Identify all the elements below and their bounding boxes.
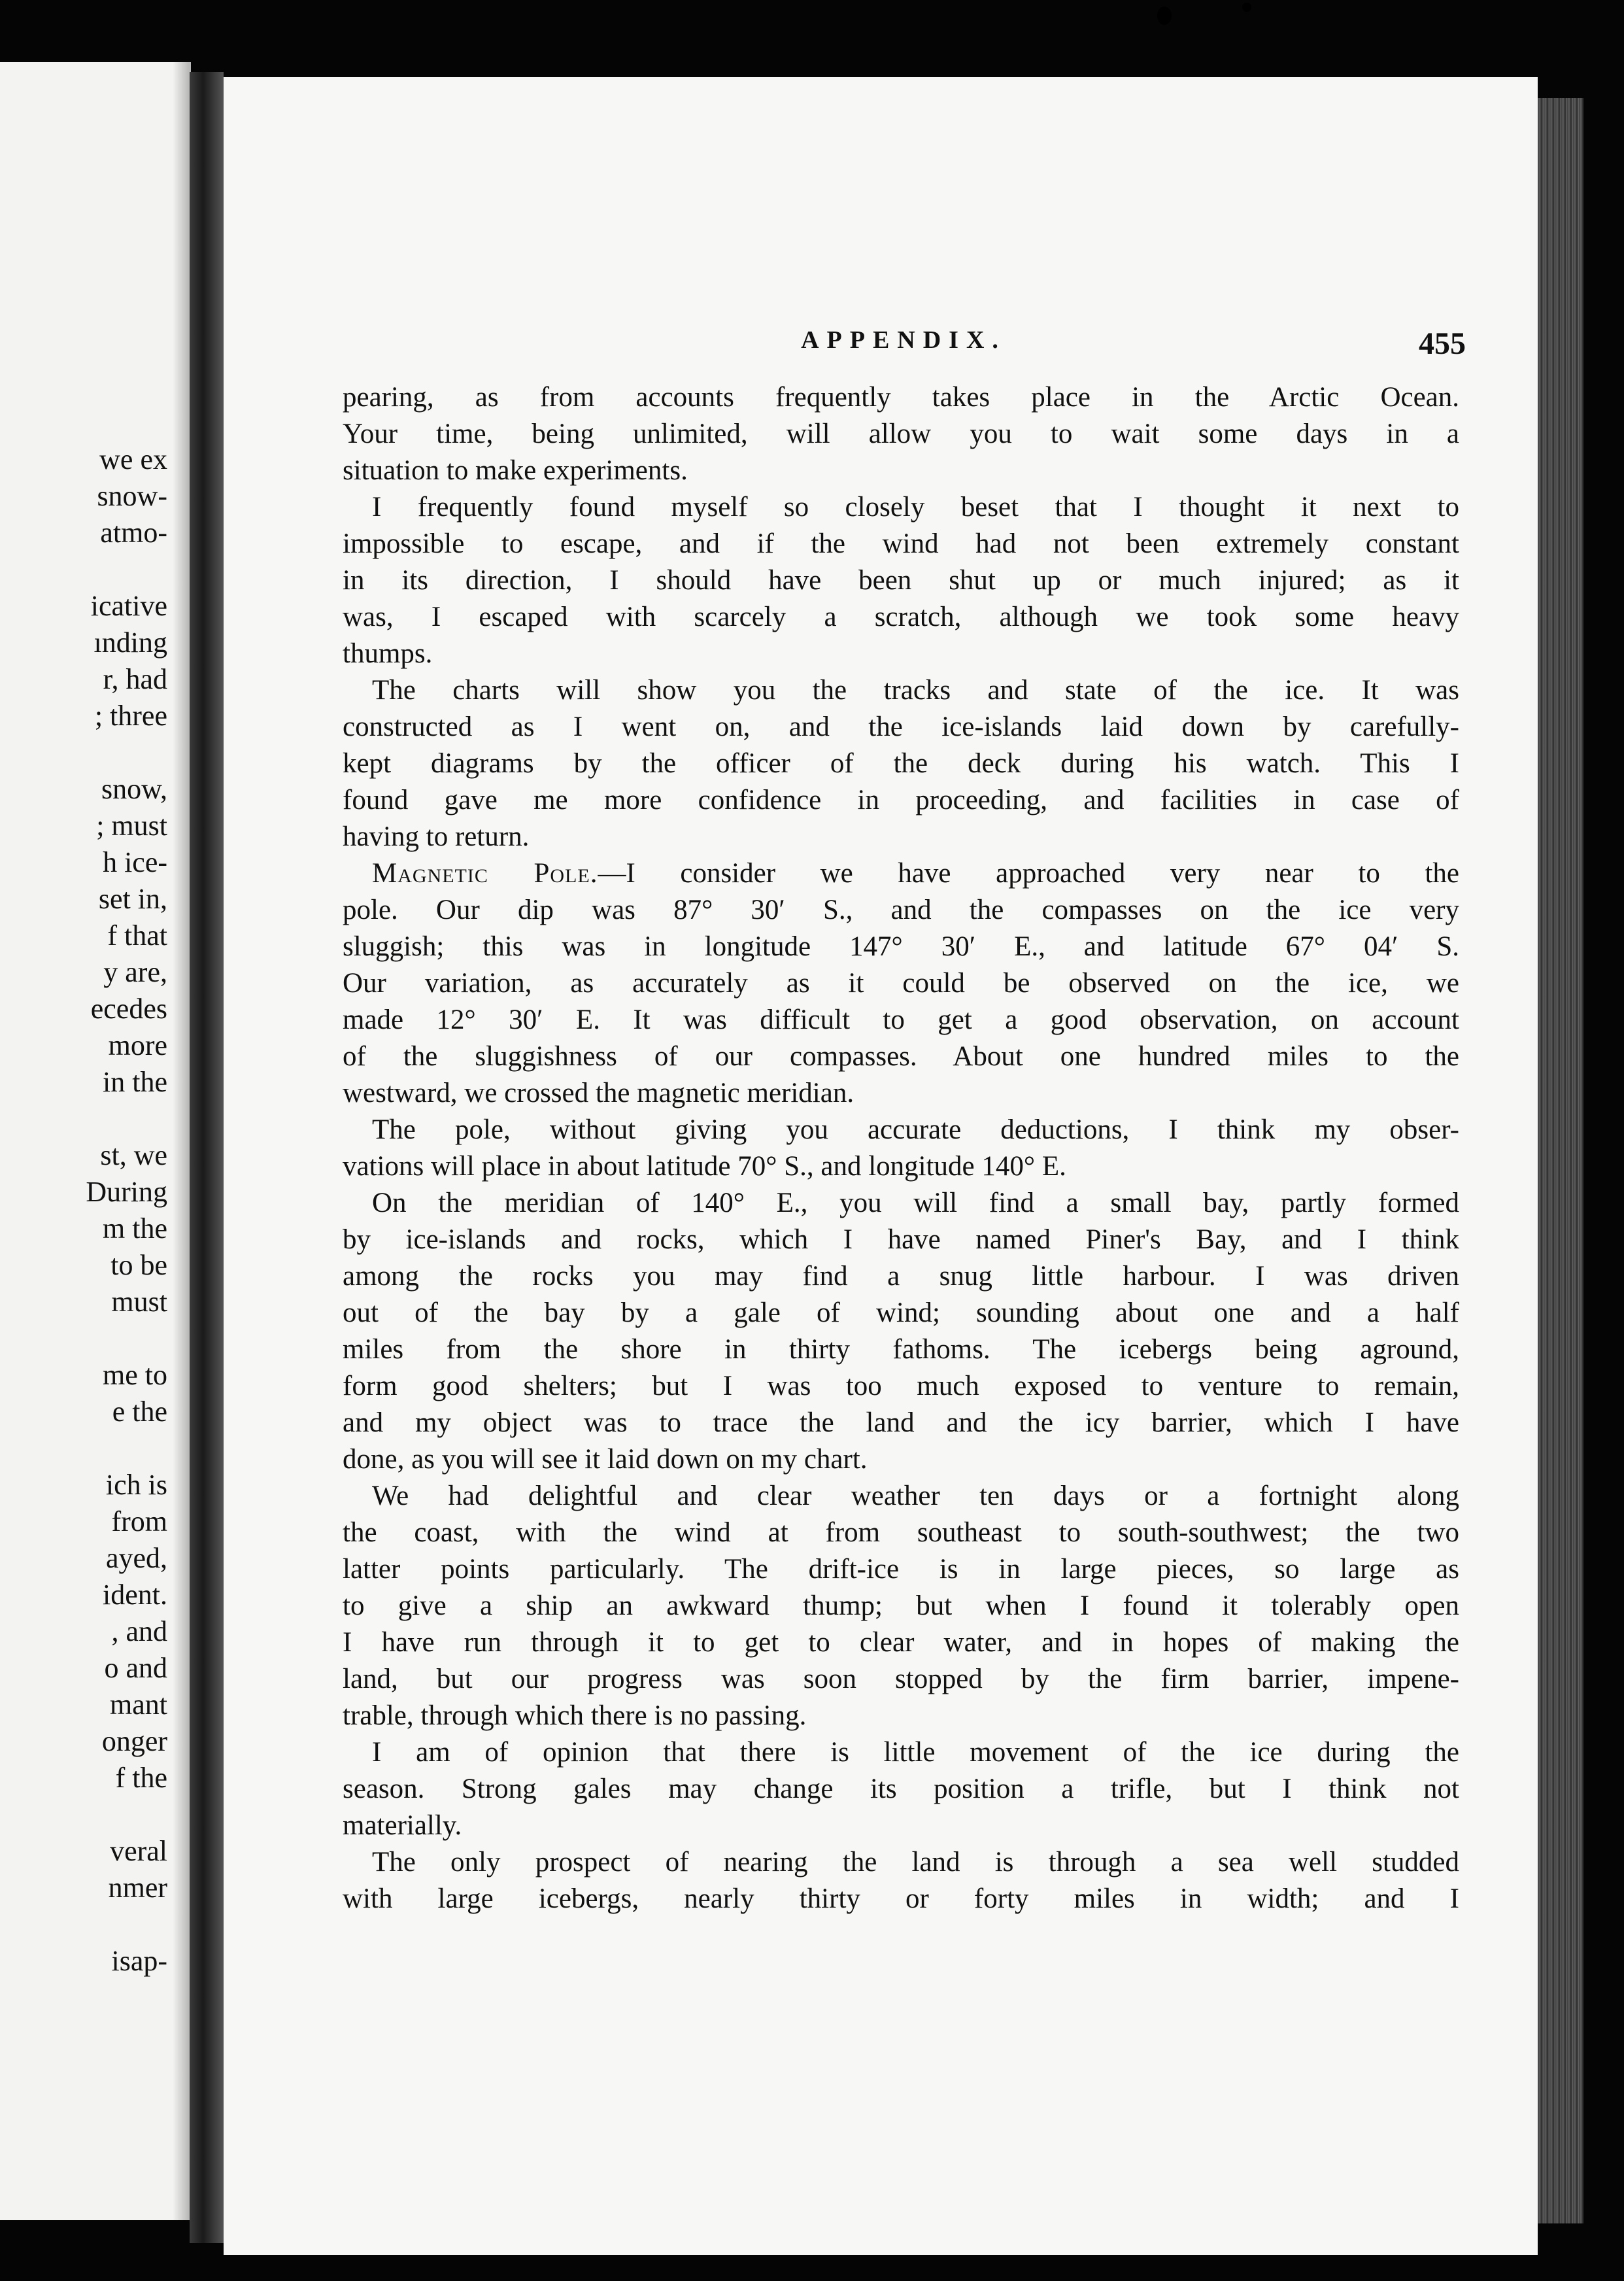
text-line: vations will place in about latitude 70° S., and longitude 140° E. (343, 1151, 1066, 1182)
left-page-line: snow- (97, 480, 167, 512)
text-line: having to return. (343, 821, 530, 852)
text-line: pearing, as from accounts frequently takes place in the Arctic Ocean. (343, 382, 1459, 413)
left-page-line: snow, (101, 773, 167, 805)
text-line: We had delightful and clear weather ten days or a fortnight along (372, 1481, 1459, 1511)
left-page-line (0, 1796, 167, 1833)
left-page-line: to be (110, 1249, 167, 1281)
left-page-line: ich is (105, 1469, 167, 1501)
text-line: land, but our progress was soon stopped by the firm barrier, impene- (343, 1664, 1459, 1694)
left-page-line: veral (110, 1835, 167, 1867)
left-page-line: more (108, 1029, 167, 1061)
text-line: The pole, without giving you accurate deductions, I think my obser- (372, 1114, 1459, 1145)
left-page-line: atmo- (100, 517, 167, 549)
text-line: among the rocks you may find a snug little harbour. I was driven (343, 1261, 1459, 1292)
text-line: Magnetic Pole.—I consider we have approached very near to the (372, 858, 1459, 889)
running-title: APPENDIX. (801, 326, 1006, 354)
text-line: made 12° 30′ E. It was difficult to get a good observation, on account (343, 1004, 1459, 1035)
left-facing-page (0, 62, 191, 2220)
left-page-line: r, had (103, 663, 167, 695)
left-page-line: onger (101, 1725, 167, 1757)
right-page (224, 77, 1538, 2255)
text-line: of the sluggishness of our compasses. About one hundred miles to the (343, 1041, 1459, 1072)
left-page-line: isap- (111, 1945, 167, 1977)
left-page-line: o and (104, 1652, 167, 1684)
text-line: constructed as I went on, and the ice-islands laid down by carefully- (343, 712, 1459, 742)
left-page-line (0, 551, 167, 588)
scan-speck (1242, 3, 1251, 12)
book-binding (190, 72, 224, 2243)
text-line: form good shelters; but I was too much exposed to venture to remain, (343, 1371, 1459, 1401)
text-line: westward, we crossed the magnetic meridian. (343, 1078, 854, 1108)
text-line: The only prospect of nearing the land is through a sea well studded (372, 1847, 1459, 1878)
text-line: to give a ship an awkward thump; but when I found it tolerably open (343, 1590, 1459, 1621)
text-line: latter points particularly. The drift-ice is in large pieces, so large as (343, 1554, 1459, 1585)
text-line: in its direction, I should have been shut up or much injured; as it (343, 565, 1459, 596)
text-line: kept diagrams by the officer of the deck during his watch. This I (343, 748, 1459, 779)
left-page-line: set in, (98, 883, 167, 915)
text-line: thumps. (343, 638, 433, 669)
left-page-line: ayed, (105, 1542, 167, 1574)
text-line: done, as you will see it laid down on my chart. (343, 1444, 868, 1475)
text-line: On the meridian of 140° E., you will find a small bay, partly formed (372, 1188, 1459, 1218)
text-line: I have run through it to get to clear water, and in hopes of making the (343, 1627, 1459, 1658)
text-line: season. Strong gales may change its position a trifle, but I think not (343, 1774, 1459, 1804)
text-line: pole. Our dip was 87° 30′ S., and the compasses on the ice very (343, 895, 1459, 925)
gutter-shadow (173, 62, 190, 2220)
scan-speck (1157, 7, 1172, 25)
left-page-line: ; three (94, 700, 167, 732)
left-page-line: f the (115, 1762, 167, 1794)
left-page-line: must (111, 1286, 167, 1318)
left-page-line: we ex (99, 443, 167, 475)
text-line: I am of opinion that there is little movement of the ice during the (372, 1737, 1459, 1768)
text-line: situation to make experiments. (343, 455, 688, 486)
text-line: and my object was to trace the land and the icy barrier, which I have (343, 1407, 1459, 1438)
text-line: Your time, being unlimited, will allow you to wait some days in a (343, 419, 1459, 449)
left-page-line: in the (103, 1066, 167, 1098)
left-page-line: f that (107, 919, 167, 952)
left-page-line: ınding (93, 626, 167, 659)
left-page-line: icative (90, 590, 167, 622)
left-page-line: mant (110, 1689, 167, 1721)
text-line: out of the bay by a gale of wind; sounding about one and a half (343, 1297, 1459, 1328)
left-page-line: ident. (103, 1579, 167, 1611)
text-line: by ice-islands and rocks, which I have named Piner's Bay, and I think (343, 1224, 1459, 1255)
left-page-line: me to (103, 1359, 167, 1391)
left-page-line: , and (111, 1615, 167, 1647)
section-heading: Magnetic Pole. (372, 858, 598, 889)
left-page-line: h ice- (103, 846, 167, 878)
left-page-line: from (111, 1505, 167, 1537)
text-line: materially. (343, 1810, 462, 1841)
left-page-line (0, 1101, 167, 1137)
left-page-line: m the (103, 1212, 167, 1244)
text-line: found gave me more confidence in proceeding, and facilities in case of (343, 785, 1459, 815)
left-page-text-fragments (0, 441, 167, 1980)
left-page-line: e the (112, 1396, 167, 1428)
text-line: was, I escaped with scarcely a scratch, although we took some heavy (343, 602, 1459, 632)
left-page-line: ecedes (90, 993, 167, 1025)
left-page-line: st, we (100, 1139, 167, 1171)
left-page-line: y are, (103, 956, 167, 988)
left-page-line (0, 1906, 167, 1943)
text-line: the coast, with the wind at from southeast to south-southwest; the two (343, 1517, 1459, 1548)
text-line: with large icebergs, nearly thirty or forty miles in width; and I (343, 1883, 1459, 1914)
left-page-line: During (86, 1176, 167, 1208)
text-line: miles from the shore in thirty fathoms. The icebergs being aground, (343, 1334, 1459, 1365)
left-page-line: nmer (108, 1872, 167, 1904)
body-text (343, 379, 1459, 1917)
text-line: I frequently found myself so closely beset that I thought it next to (372, 492, 1459, 523)
left-page-line (0, 1320, 167, 1357)
text-line: trable, through which there is no passing. (343, 1700, 807, 1731)
text-line: Our variation, as accurately as it could be observed on the ice, we (343, 968, 1459, 999)
running-head (341, 326, 1466, 371)
left-page-line (0, 734, 167, 771)
text-line: The charts will show you the tracks and state of the ice. It was (372, 675, 1459, 706)
page-edges (1538, 98, 1583, 2223)
page-number: 455 (1419, 326, 1466, 361)
text-line: impossible to escape, and if the wind had not been extremely constant (343, 528, 1459, 559)
text-line: sluggish; this was in longitude 147° 30′ E., and latitude 67° 04′ S. (343, 931, 1459, 962)
left-page-line: ; must (96, 810, 167, 842)
left-page-line (0, 1430, 167, 1467)
